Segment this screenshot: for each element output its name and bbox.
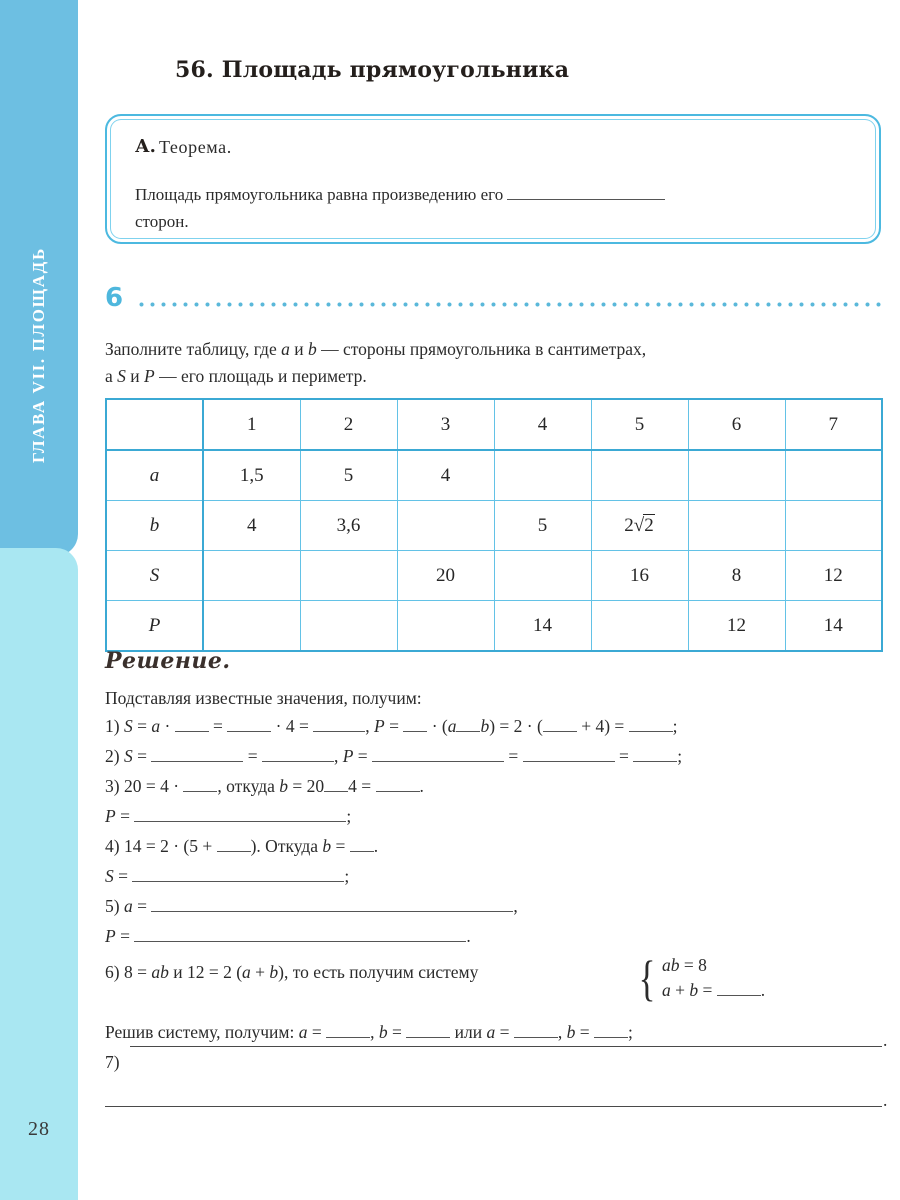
theorem-letter: А.: [135, 136, 156, 157]
var-ab: ab: [662, 955, 680, 975]
op-mul-paren: · (: [427, 716, 448, 736]
answer-blank[interactable]: [523, 746, 615, 762]
theorem-statement: [135, 181, 865, 235]
table-col-header: 4: [494, 399, 591, 450]
comma: ,: [365, 716, 374, 736]
solution-step-2: [105, 746, 682, 767]
comma: ,: [557, 1022, 567, 1042]
var-b: b: [480, 716, 490, 736]
op-eq: =: [132, 716, 152, 736]
answer-blank[interactable]: [183, 776, 217, 792]
var-b: b: [322, 836, 332, 856]
op-eq: =: [387, 1022, 407, 1042]
period: .: [466, 926, 471, 946]
var-s: S: [123, 746, 133, 766]
var-b: b: [566, 1022, 576, 1042]
step-number: 2): [105, 746, 124, 766]
answer-blank[interactable]: [313, 716, 365, 732]
var-a: a: [151, 716, 161, 736]
write-in-line[interactable]: [130, 1046, 882, 1047]
text-solve: Решив систему, получим:: [105, 1022, 299, 1042]
table-cell[interactable]: [688, 450, 785, 501]
table-cell[interactable]: 14: [494, 601, 591, 652]
table-cell[interactable]: [203, 551, 300, 601]
period: .: [419, 776, 424, 796]
table-cell[interactable]: 4: [397, 450, 494, 501]
radical-icon: √: [633, 514, 645, 536]
table-cell[interactable]: [494, 551, 591, 601]
text-system: ), то есть получим систему: [278, 962, 479, 982]
solution-step-4: [105, 836, 378, 857]
semicolon: ;: [346, 806, 352, 826]
table-cell[interactable]: 1,5: [203, 450, 300, 501]
comma: ,: [370, 1022, 379, 1042]
table-corner-cell: [106, 399, 203, 450]
exercise-number: 6: [105, 283, 124, 313]
table-col-header: 7: [785, 399, 882, 450]
table-cell[interactable]: 4: [203, 501, 300, 551]
var-b: b: [689, 980, 699, 1000]
var-a: a: [662, 980, 671, 1000]
answer-blank[interactable]: [151, 896, 513, 912]
expr: 4 =: [348, 776, 376, 796]
period: .: [883, 1090, 888, 1110]
prompt-var-b: b: [307, 339, 317, 359]
system-rows: [662, 955, 765, 1001]
prompt-text-4: а: [105, 366, 118, 386]
answer-blank[interactable]: [262, 746, 334, 762]
table-cell[interactable]: [688, 501, 785, 551]
table-col-header: 5: [591, 399, 688, 450]
answer-blank[interactable]: [324, 776, 348, 792]
table-col-header: 1: [203, 399, 300, 450]
solution-step-3-p: [105, 806, 351, 827]
table-cell[interactable]: 12: [688, 601, 785, 652]
op-mul-4: · 4 =: [271, 716, 314, 736]
table-row-label: P: [106, 601, 203, 652]
semicolon: ;: [627, 1022, 633, 1042]
text-or: или: [450, 1022, 487, 1042]
answer-blank[interactable]: [633, 746, 677, 762]
period: .: [760, 980, 766, 1000]
sqrt-radicand: 2: [644, 514, 654, 536]
system-equation-1: [662, 955, 765, 976]
op-eq: =: [208, 716, 228, 736]
op-plus: +: [250, 962, 270, 982]
step-number: 4): [105, 836, 124, 856]
table-row-label: S: [106, 551, 203, 601]
expr: = 20: [288, 776, 325, 796]
op-eq: =: [384, 716, 404, 736]
table-col-header: 3: [397, 399, 494, 450]
answer-blank[interactable]: [376, 776, 420, 792]
solution-step-4-s: [105, 866, 349, 887]
values-table: [105, 398, 883, 652]
table-cell[interactable]: 8: [688, 551, 785, 601]
expr: 14 = 2 · (5 +: [123, 836, 217, 856]
equation-system: [635, 950, 766, 1006]
page-title: 56. Площадь прямоугольника: [175, 57, 570, 83]
var-b: b: [269, 962, 279, 982]
table-cell[interactable]: [591, 450, 688, 501]
table-cell[interactable]: [785, 501, 882, 551]
chapter-label: ГЛАВА VII. ПЛОЩАДЬ: [29, 247, 48, 463]
op-eq: =: [504, 746, 523, 766]
var-p: P: [342, 746, 354, 766]
theorem-box: [105, 114, 881, 244]
var-p: P: [105, 806, 116, 826]
step-number: 1): [105, 716, 124, 736]
solution-step-1: [105, 716, 678, 737]
op-eq: =: [614, 746, 634, 766]
data-table-wrapper: [105, 398, 882, 652]
expr: и 12 = 2 (: [168, 962, 243, 982]
var-s: S: [105, 866, 114, 886]
table-cell[interactable]: [300, 601, 397, 652]
page-content: [100, 0, 890, 1200]
answer-blank[interactable]: [629, 716, 673, 732]
table-col-header: 2: [300, 399, 397, 450]
answer-blank[interactable]: [717, 980, 761, 996]
answer-blank[interactable]: [456, 716, 480, 732]
table-col-header: 6: [688, 399, 785, 450]
text-otkuda: ). Откуда: [250, 836, 323, 856]
op-eq: =: [113, 866, 133, 886]
step-number: 7): [105, 1052, 120, 1072]
table-cell[interactable]: [494, 450, 591, 501]
exercise-dotted-rule: [136, 302, 886, 307]
comma: ,: [333, 746, 343, 766]
op-eq: =: [132, 896, 152, 916]
op-eq: =: [353, 746, 373, 766]
solution-step-7: [105, 1052, 120, 1073]
op-eq: =: [331, 836, 350, 856]
answer-blank[interactable]: [350, 836, 374, 852]
write-in-line[interactable]: [105, 1106, 882, 1107]
op-eq: =: [132, 746, 152, 766]
op-eq: =: [495, 1022, 514, 1042]
op-eq: =: [115, 806, 135, 826]
prompt-text-3: — стороны прямоугольника в сантиметрах,: [316, 339, 647, 359]
table-cell[interactable]: 12: [785, 551, 882, 601]
theorem-text-before: Площадь прямоугольника равна произведению его: [135, 185, 504, 204]
op-tail: + 4) =: [576, 716, 629, 736]
prompt-text-5: и: [125, 366, 145, 386]
table-row: [106, 551, 882, 601]
solution-step-5-p: [105, 926, 471, 947]
system-equation-2: [662, 980, 765, 1001]
answer-blank[interactable]: [403, 716, 427, 732]
solution-step-6: [105, 962, 478, 983]
step-number: 3): [105, 776, 124, 796]
step-number: 5): [105, 896, 124, 916]
table-cell[interactable]: 16: [591, 551, 688, 601]
exercise-prompt: [105, 336, 891, 390]
table-row: [106, 601, 882, 652]
sqrt-coefficient: 2: [624, 514, 634, 536]
period: .: [883, 1030, 888, 1050]
var-ab: ab: [151, 962, 169, 982]
prompt-text-6: — его площадь и периметр.: [154, 366, 367, 386]
expr: = 8: [679, 955, 707, 975]
answer-blank[interactable]: [227, 716, 271, 732]
theorem-blank[interactable]: [507, 184, 665, 200]
table-row: [106, 450, 882, 501]
semicolon: ;: [672, 716, 678, 736]
table-cell[interactable]: 3,6: [300, 501, 397, 551]
var-a: a: [486, 1022, 496, 1042]
var-p: P: [373, 716, 385, 736]
answer-blank[interactable]: [594, 1022, 628, 1038]
prompt-text-1: Заполните таблицу, где: [105, 339, 282, 359]
table-cell[interactable]: [300, 551, 397, 601]
table-header-row: [106, 399, 882, 450]
var-a: a: [447, 716, 457, 736]
expr: 20 = 4 ·: [123, 776, 184, 796]
var-a: a: [298, 1022, 308, 1042]
op-eq: =: [307, 1022, 327, 1042]
op-mul: ·: [160, 716, 175, 736]
table-cell[interactable]: [397, 601, 494, 652]
solution-solve-line: [105, 1022, 633, 1043]
expr: 8 =: [123, 962, 152, 982]
op-close: ) = 2 · (: [489, 716, 543, 736]
table-cell-sqrt[interactable]: [591, 501, 688, 551]
var-s: S: [123, 716, 133, 736]
answer-blank[interactable]: [132, 866, 344, 882]
prompt-text-2: и: [289, 339, 308, 359]
page-number: 28: [28, 1118, 50, 1140]
theorem-text-after: сторон.: [135, 212, 189, 231]
op-eq: =: [243, 746, 262, 766]
op-eq: =: [115, 926, 135, 946]
table-row-label: b: [106, 501, 203, 551]
answer-blank[interactable]: [543, 716, 577, 732]
prompt-var-p: P: [144, 366, 155, 386]
var-a: a: [123, 896, 133, 916]
table-cell[interactable]: [785, 450, 882, 501]
answer-blank[interactable]: [151, 746, 243, 762]
prompt-var-a: a: [281, 339, 290, 359]
solution-heading: Решение.: [105, 648, 231, 674]
answer-blank[interactable]: [134, 926, 466, 942]
theorem-word: Теорема.: [159, 137, 232, 157]
var-b: b: [378, 1022, 388, 1042]
op-eq: =: [698, 980, 717, 1000]
table-cell[interactable]: [591, 601, 688, 652]
left-brace-icon: {: [638, 950, 656, 1006]
op-eq: =: [575, 1022, 594, 1042]
table-cell[interactable]: 14: [785, 601, 882, 652]
prompt-var-s: S: [117, 366, 126, 386]
solution-step-3: [105, 776, 424, 797]
var-b: b: [279, 776, 289, 796]
semicolon: ;: [344, 866, 350, 886]
var-a: a: [242, 962, 251, 982]
op-plus: +: [670, 980, 690, 1000]
table-cell[interactable]: [397, 501, 494, 551]
sidebar-band-bottom: [0, 548, 78, 1200]
period: .: [373, 836, 379, 856]
table-cell[interactable]: 5: [300, 450, 397, 501]
solution-intro: Подставляя известные значения, получим:: [105, 688, 422, 708]
comma: ,: [513, 896, 518, 916]
table-cell[interactable]: 20: [397, 551, 494, 601]
text-otkuda: , откуда: [217, 776, 280, 796]
answer-blank[interactable]: [514, 1022, 558, 1038]
sqrt-expression: [624, 515, 654, 537]
answer-blank[interactable]: [134, 806, 346, 822]
answer-blank[interactable]: [326, 1022, 370, 1038]
solution-step-5: [105, 896, 518, 917]
chapter-sidebar: [0, 0, 78, 1200]
step-number: 6): [105, 962, 124, 982]
var-p: P: [105, 926, 116, 946]
answer-blank[interactable]: [175, 716, 209, 732]
answer-blank[interactable]: [217, 836, 251, 852]
table-row-label: a: [106, 450, 203, 501]
semicolon: ;: [677, 746, 683, 766]
table-cell[interactable]: 5: [494, 501, 591, 551]
answer-blank[interactable]: [372, 746, 504, 762]
answer-blank[interactable]: [406, 1022, 450, 1038]
table-cell[interactable]: [203, 601, 300, 652]
table-row: [106, 501, 882, 551]
